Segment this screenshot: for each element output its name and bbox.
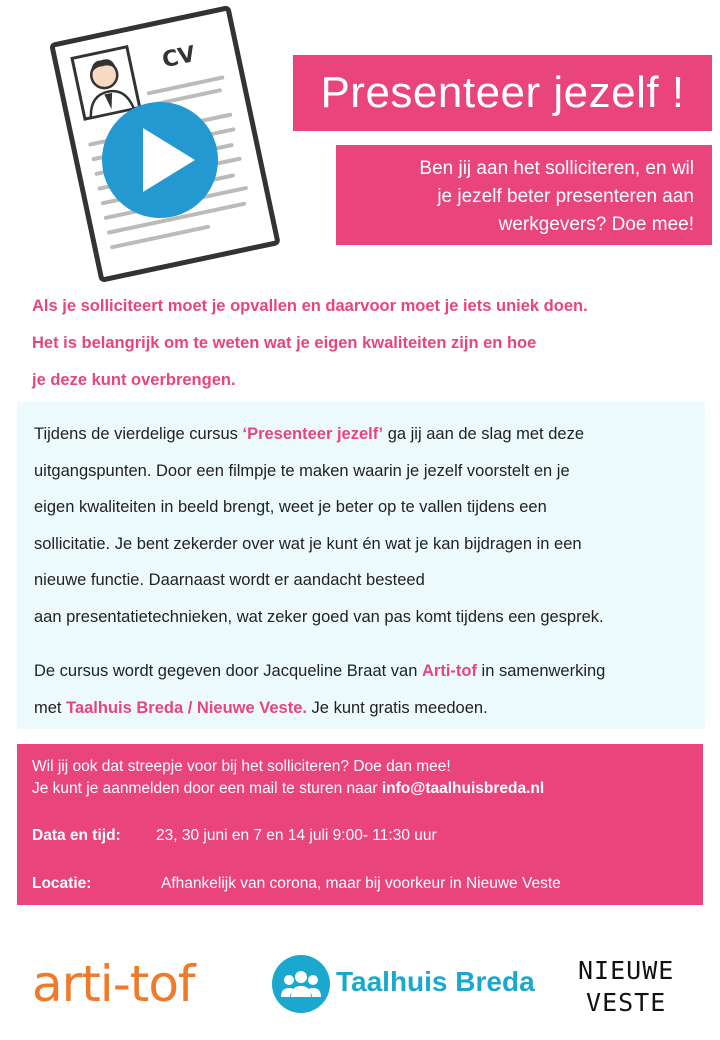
body-line: eigen kwaliteiten in beeld brengt, weet je beter op te vallen tijdens een bbox=[34, 498, 547, 516]
avatar-icon bbox=[72, 47, 140, 119]
subtitle-banner bbox=[336, 145, 712, 245]
veste-line: NIEUWE bbox=[578, 956, 675, 985]
body-line: aan presentatietechnieken, wat zeker goed van pas komt tijdens een gesprek. bbox=[34, 607, 604, 626]
location-label: Locatie: bbox=[32, 875, 92, 892]
title-banner bbox=[293, 55, 712, 131]
subtitle-line: werkgevers? Doe mee! bbox=[498, 214, 694, 235]
subtitle-line: Ben jij aan het solliciteren, en wil bbox=[419, 158, 694, 179]
date-label: Data en tijd: bbox=[32, 827, 121, 844]
email-link[interactable]: info@taalhuisbreda.nl bbox=[381, 780, 545, 797]
body-line bbox=[34, 416, 705, 453]
veste-line: VESTE bbox=[586, 988, 667, 1017]
body-line: uitgangspunten. Door een filmpje te maken waarin je jezelf voorstelt en je bbox=[34, 461, 570, 480]
taalhuis-mention: Taalhuis Breda / Nieuwe Veste. bbox=[66, 698, 307, 717]
body-line: sollicitatie. Je bent zekerder over wat je kunt én wat je kan bijdragen in een bbox=[34, 534, 582, 553]
course-name: ‘Presenteer jezelf’ bbox=[242, 425, 384, 443]
location-row bbox=[32, 875, 561, 893]
date-row bbox=[32, 827, 437, 845]
body-text: in samenwerking bbox=[476, 662, 606, 680]
date-value: 23, 30 juni en 7 en 14 juli 9:00- 11:30 uur bbox=[156, 827, 437, 844]
info-text: Je kunt je aanmelden door een mail te sturen naar bbox=[32, 780, 382, 797]
cv-label: CV bbox=[160, 41, 198, 74]
taalhuis-logo-text: Taalhuis Breda bbox=[336, 966, 535, 997]
play-icon bbox=[102, 102, 218, 218]
info-line bbox=[32, 778, 703, 800]
body-text: Tijdens de vierdelige cursus bbox=[34, 425, 243, 443]
intro-line: Het is belangrijk om te weten wat je eigen kwaliteiten zijn en hoe bbox=[32, 334, 537, 352]
taalhuis-people-icon bbox=[272, 955, 330, 1013]
intro-text bbox=[32, 288, 712, 399]
subtitle-line: je jezelf beter presenteren aan bbox=[437, 186, 694, 207]
body-text: met bbox=[34, 698, 67, 717]
body-text: ga jij aan de slag met deze bbox=[383, 425, 585, 443]
body-line: nieuwe functie. Daarnaast wordt er aandacht besteed bbox=[34, 571, 425, 589]
body-line bbox=[34, 690, 705, 727]
nieuwe-veste-logo bbox=[578, 955, 674, 1019]
body-text: De cursus wordt gegeven door Jacqueline Braat van bbox=[34, 662, 422, 680]
artitof-mention: Arti-tof bbox=[421, 662, 477, 680]
intro-line: je deze kunt overbrengen. bbox=[32, 371, 236, 389]
signup-info bbox=[17, 744, 703, 905]
page-title: Presenteer jezelf ! bbox=[320, 68, 685, 117]
cv-video-illustration bbox=[30, 0, 290, 290]
info-line: Wil jij ook dat streepje voor bij het solliciteren? Doe dan mee! bbox=[32, 758, 451, 775]
course-description bbox=[17, 402, 705, 729]
body-text: Je kunt gratis meedoen. bbox=[306, 698, 488, 717]
location-value: Afhankelijk van corona, maar bij voorkeur in Nieuwe Veste bbox=[161, 875, 561, 892]
intro-line: Als je solliciteert moet je opvallen en daarvoor moet je iets uniek doen. bbox=[32, 297, 588, 315]
body-line bbox=[34, 653, 705, 690]
artitof-logo: arti-tof bbox=[32, 955, 195, 1013]
